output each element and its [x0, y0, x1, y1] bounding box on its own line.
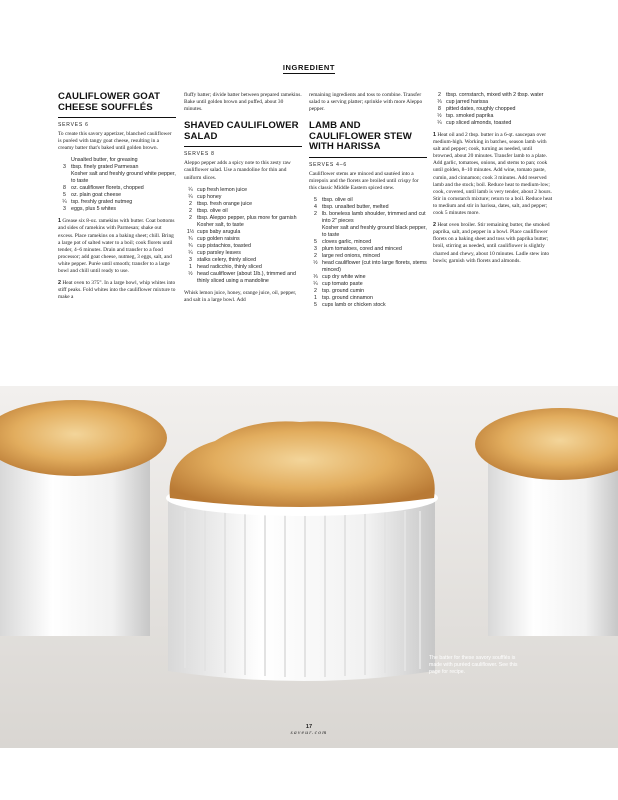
ingredient-item: Kosher salt and freshly ground black pepper, to taste — [322, 225, 427, 239]
ingredient-item: ¼ cup sliced almonds, toasted — [437, 120, 512, 126]
ingredient-item: ¼ cup fresh lemon juice — [188, 186, 248, 193]
ingredient-item: 2 tbsp. fresh orange juice — [189, 200, 253, 207]
serves-label: SERVES 6 — [58, 122, 89, 128]
ingredient-item: 3 plum tomatoes, cored and minced — [314, 246, 402, 253]
ingredient-item: 1 tsp. ground cinnamon — [314, 295, 373, 302]
continued-text: remaining ingredients and toss to combine. Transfer salad to a serving platter; sprinkle with more Aleppo pepper. — [309, 92, 423, 113]
column-3 — [309, 92, 427, 314]
ingredient-item: 2 tbsp. olive oil — [189, 207, 228, 214]
ingredient-item: 5 oz. plain goat cheese — [63, 192, 122, 199]
ramekin-right — [475, 408, 618, 636]
ingredient-item: ½ head cauliflower (cut into large florets, stems minced) — [313, 260, 427, 274]
photo-caption: The batter for these savory soufflés is made with puréed cauliflower. See this page for recipe. — [429, 655, 518, 675]
ingredient-item: ⅓ cup jarred harissa — [437, 99, 489, 105]
site-name: saveur.com — [290, 730, 328, 736]
ingredient-item: ¼ cup parsley leaves — [188, 249, 241, 256]
recipe-step: 2 Heat oven to 375°. In a large bowl, whip whites into stiff peaks. Fold whites into the cauliflower mixture to make a — [58, 280, 176, 301]
continued-text: fluffy batter; divide batter between prepared ramekins. Bake until golden brown and puffed, about 30 minutes. — [184, 92, 302, 113]
ingredient-item: 2 tbsp. Aleppo pepper, plus more for garnish — [189, 214, 297, 221]
ramekin-left — [0, 400, 167, 636]
ingredient-item: 5 tbsp. olive oil — [314, 197, 353, 204]
title-rule — [58, 117, 176, 118]
column-2 — [184, 92, 302, 309]
ingredient-list — [58, 157, 176, 213]
recipe-intro: To create this savory appetizer, blanched cauliflower is puréed with tangy goat cheese, resulting in a creamy batter that's baked until golden brown. — [58, 131, 172, 152]
recipe-title: SHAVED CAULIFLOWER SALAD — [184, 120, 299, 142]
recipe-title: CAULIFLOWER GOAT CHEESE SOUFFLÉS — [58, 91, 161, 113]
ingredient-item: 2 tsp. ground cumin — [314, 288, 365, 295]
ingredient-item: ¼ tsp. freshly grated nutmeg — [62, 199, 133, 206]
recipe-intro: Cauliflower stems are minced and sautéed into a mirepoix and the florets are broiled until crispy for this classic Middle Eastern spiced stew. — [309, 170, 419, 192]
column-1 — [58, 92, 176, 306]
ingredient-item: Kosher salt and freshly ground white pepper, to taste — [71, 171, 176, 185]
ingredient-item: ⅓ cup dry white wine — [313, 274, 366, 281]
serves-label: SERVES 8 — [184, 151, 215, 158]
ingredient-list — [433, 92, 553, 127]
ingredient-item: ¼ cup tomato paste — [313, 281, 363, 288]
ingredient-item: 8 pitted dates, roughly chopped — [438, 106, 516, 112]
section-tag: INGREDIENT — [282, 63, 336, 72]
ingredient-item: ½ tsp. smoked paprika — [437, 113, 494, 119]
column-4 — [433, 92, 553, 270]
ingredient-item: 2 lb. boneless lamb shoulder, trimmed and cut into 2" pieces — [314, 211, 426, 225]
ingredient-item: 2 tbsp. cornstarch, mixed with 2 tbsp. water — [438, 92, 544, 98]
ingredient-item: 1½ cups baby arugula — [186, 228, 241, 235]
ramekin-center — [166, 421, 438, 681]
recipe-title: LAMB AND CAULIFLOWER STEW WITH HARISSA — [309, 120, 412, 153]
souffle-photo — [0, 386, 618, 748]
recipe-step: 2 Heat oven broiler. Stir remaining butter, the smoked paprika, salt, and pepper in a bowl. Place cauliflower florets on a baking sheet and toss with paprika butter; broil, stirring as needed, until cauliflower is slightly charred and chewy, about 10 minutes. Ladle stew into bowls; garnish with florets and almonds. — [433, 222, 550, 264]
ingredient-item: ¼ cup honey — [188, 193, 222, 200]
ingredient-item: 8 oz. cauliflower florets, chopped — [63, 185, 144, 192]
ingredient-item: 3 eggs, plus 5 whites — [63, 206, 117, 213]
folio — [0, 724, 618, 736]
ingredient-item: 3 tbsp. finely grated Parmesan — [63, 164, 139, 171]
ingredient-item: 3 stalks celery, thinly sliced — [189, 256, 257, 263]
page-number: 17 — [305, 724, 313, 730]
ingredient-item: ¾ cup golden raisins — [188, 235, 240, 242]
recipe-step: Whisk lemon juice, honey, orange juice, oil, pepper, and salt in a large bowl. Add — [184, 289, 297, 303]
title-rule — [184, 146, 302, 147]
ingredient-item: 5 cloves garlic, minced — [314, 239, 372, 246]
souffle-illustration — [0, 386, 618, 748]
recipe-step: 1 Heat oil and 2 tbsp. butter in a 6-qt. saucepan over medium-high. Working in batches, season lamb with salt and pepper; cook, turning as needed, until browned, about 20 minutes. Transfer lamb to a plate. Add garlic, tomatoes, onions, and stems to pan; cook until golden, 8–10 minutes. Add wine, tomato paste, cumin, and cinnamon; cook 3 minutes. Add reserved lamb and the stock; boil. Reduce heat to medium-low; cook, covered, until lamb is very tender, about 2 hours. Stir in cornstarch mixture; return to a boil. Reduce heat to medium and stir in harissa, dates, salt, and pepper; cook 5 minutes more. — [433, 132, 553, 217]
ingredient-item: 2 large red onions, minced — [314, 253, 381, 260]
recipe-intro: Aleppo pepper adds a spicy note to this zesty raw cauliflower salad. Use a mandoline for thin and uniform slices. — [184, 160, 291, 181]
serves-label: SERVES 4–6 — [309, 161, 347, 168]
ingredient-item: Kosher salt, to taste — [197, 221, 244, 228]
recipe-step: 1 Grease six 8-oz. ramekins with butter. Coat bottoms and sides of ramekins with Parmesan; shake out excess. Place ramekins on a baking sheet; chill. Bring a large pot of salted water to a boil; cook florets until tender, 4–6 minutes. Drain and transfer to a food processor; add goat cheese, nutmeg, 3 eggs, salt, and white pepper. Purée until smooth; transfer to a large bowl and chill until ready to use. — [58, 218, 175, 275]
ingredient-item: 5 cups lamb or chicken stock — [314, 302, 386, 309]
ingredient-item: 4 tbsp. unsalted butter, melted — [314, 204, 389, 211]
ingredient-item: 1 head radicchio, thinly sliced — [189, 263, 262, 270]
ingredient-list — [309, 197, 427, 309]
title-rule — [309, 157, 427, 158]
ingredient-item: ½ head cauliflower (about 1lb.), trimmed and thinly sliced using a mandoline — [188, 270, 296, 284]
ingredient-item: Unsalted butter, for greasing — [71, 157, 138, 164]
ingredient-item: ¾ cup pistachios, toasted — [188, 242, 251, 249]
ingredient-list — [184, 187, 302, 285]
